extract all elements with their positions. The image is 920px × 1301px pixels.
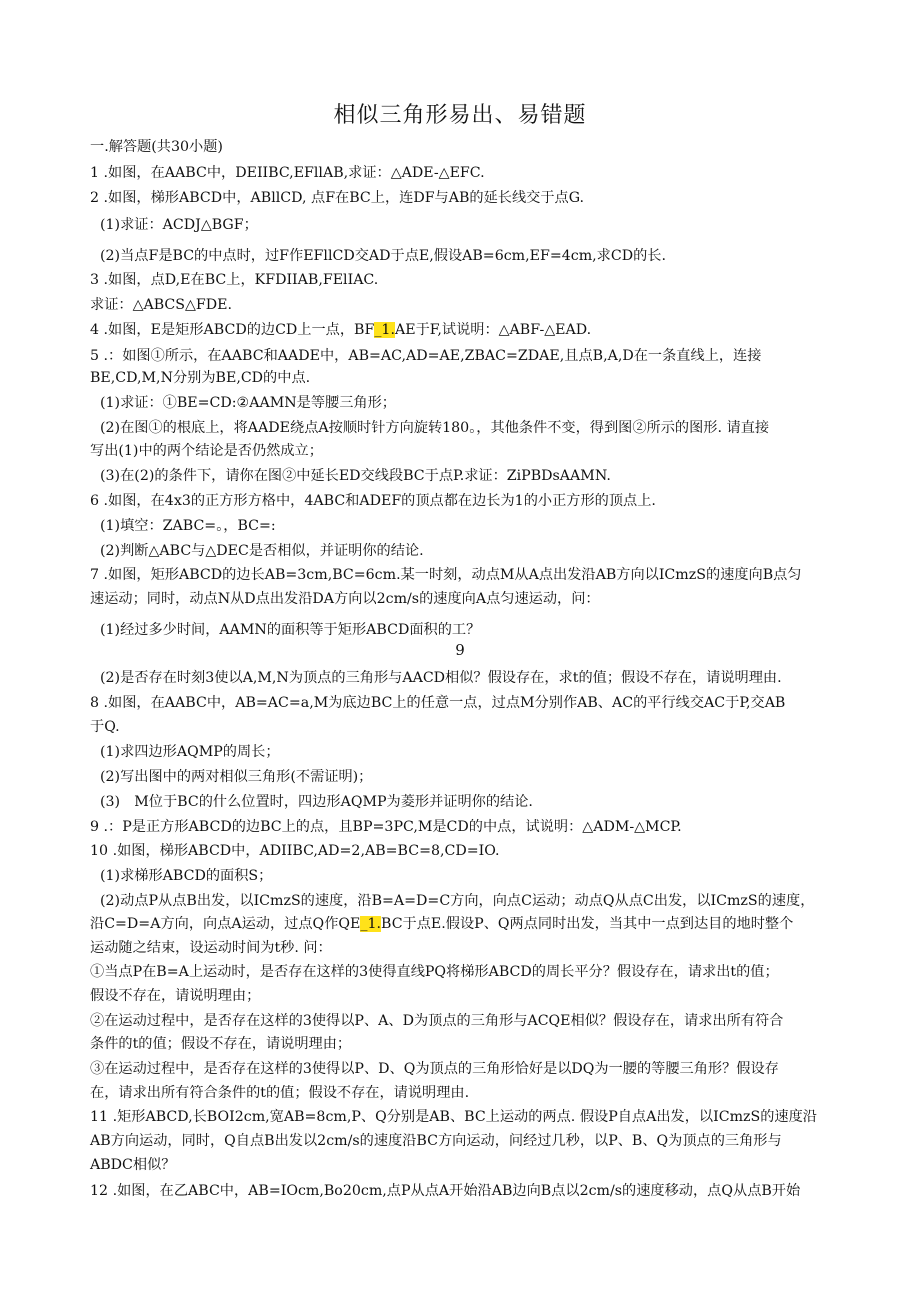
question-8-part-1: (1)求四边形AQMP的周长；: [100, 744, 280, 760]
question-10-part-1: (1)求梯形ABCD的面积S；: [100, 868, 273, 884]
question-5-cont: BE,CD,M,N分别为BE,CD的中点.: [90, 370, 311, 386]
question-10-text-a: 沿C=D=A方向，向点A运动，过点Q作QE: [90, 916, 361, 932]
question-7-cont: 速运动；同时，动点N从D点出发沿DA方向以2cm∕s的速度向A点匀速运动，问：: [90, 591, 600, 607]
question-12: 12 .如图，在乙ABC中，AB=IOcm,Bo20cm,点P从点A开始沿AB边向B点以2cm∕s的速度移动，点Q从点B开始: [90, 1183, 801, 1199]
question-3: 3 .如图，点D,E在BC上，KFDIIAB,FElIAC.: [90, 272, 379, 288]
question-10-part-2-cont2: 运动随之结束，设运动时间为t秒. 问：: [90, 940, 332, 956]
highlight-mark: _1.: [374, 322, 395, 338]
question-5: 5 .：如图①所示，在AABC和AADE中，AB=AC,AD=AE,ZBAC=ZDAE,且点B,A,D在一条直线上，连接: [90, 348, 762, 364]
question-10-sub-3: ③在运动过程中，是否存在这样的3使得以P、D、Q为顶点的三角形恰好是以DQ为一腰的等腰三角形？假设存: [90, 1061, 779, 1077]
document-title: 相似三角形易出、易错题: [333, 103, 587, 128]
question-8-cont: 于Q.: [90, 719, 120, 735]
question-2-part-1: (1)求证：ACDJ△BGF；: [100, 217, 258, 233]
question-5-part-2-cont: 写出(1)中的两个结论是否仍然成立；: [90, 443, 323, 459]
question-4-text-a: 4 .如图，E是矩形ABCD的边CD上一点，BF: [90, 322, 375, 338]
question-8-part-3: (3) M位于BC的什么位置时，四边形AQMP为菱形并证明你的结论.: [100, 794, 533, 810]
question-2-part-2: (2)当点F是BC的中点时，过F作EFllCD交AD于点E,假设AB=6cm,EF=4cm,求CD的长.: [100, 248, 666, 264]
question-10-sub-2-cont: 条件的t的值；假设不存在，请说明理由；: [90, 1036, 352, 1052]
question-10-part-2-cont: [90, 914, 835, 934]
question-11-cont: AB方向运动，同时，Q自点B出发以2cm∕s的速度沿BC方向运动，问经过几秒，以P、B、Q为顶点的三角形与: [90, 1133, 782, 1149]
question-1: 1 .如图，在AABC中，DEIIBC,EFllAB,求证：△ADE-△EFC.: [90, 165, 485, 181]
question-10-sub-2: ②在运动过程中，是否存在这样的3使得以P、A、D为顶点的三角形与ACQE相似？假设存在，请求出所有符合: [90, 1013, 784, 1029]
question-6-part-2: (2)判断△ABC与△DEC是否相似，并证明你的结论.: [100, 543, 424, 559]
question-5-part-2: (2)在图①的根底上，将AADE绕点A按顺时针方向旋转180。，其他条件不变，得到图②所示的图形. 请直接: [100, 420, 770, 436]
page-number: 9: [455, 641, 465, 659]
question-5-part-1: (1)求证：①BE=CD:②AAMN是等腰三角形；: [100, 395, 396, 411]
question-10-text-b: BC于点E.假设P、Q两点同时出发，当其中一点到达目的地时整个: [381, 916, 794, 932]
question-3-proof: 求证：△ABCS△FDE.: [90, 297, 232, 313]
question-4: [90, 320, 835, 340]
question-11: 11 .矩形ABCD,长BOI2cm,宽AB=8cm,P、Q分别是AB、BC上运动的两点. 假设P自点A出发，以ICmzS的速度沿: [90, 1109, 817, 1125]
section-heading: 一.解答题(共30小题): [90, 139, 223, 155]
question-5-part-3: (3)在(2)的条件下，请你在图②中延长ED交线段BC于点P.求证：ZiPBDsAAMN.: [100, 468, 611, 484]
question-10-sub-1-cont: 假设不存在，请说明理由；: [90, 988, 261, 1004]
question-10: 10 .如图，梯形ABCD中，ADIIBC,AD=2,AB=BC=8,CD=IO.: [90, 843, 500, 859]
question-11-cont2: ABDC相似？: [90, 1157, 176, 1173]
highlight-mark-2: _1.: [360, 916, 382, 932]
question-6-part-1: (1)填空：ZABC=。，BC=:: [100, 518, 276, 534]
question-2: 2 .如图，梯形ABCD中，ABllCD, 点F在BC上，连DF与AB的延长线交于点G.: [90, 190, 585, 206]
question-7-part-1: (1)经过多少时间，AAMN的面积等于矩形ABCD面积的工？: [100, 622, 481, 638]
question-7: 7 .如图，矩形ABCD的边长AB=3cm,BC=6cm.某一时刻，动点M从A点出发沿AB方向以ICmzS的速度向B点匀: [90, 567, 802, 583]
question-7-part-2: (2)是否存在时刻3使以A,M,N为顶点的三角形与AACD相似？假设存在，求t的值；假设不存在，请说明理由.: [100, 670, 782, 686]
question-6: 6 .如图，在4x3的正方形方格中，4ABC和ADEF的顶点都在边长为1的小正方形的顶点上.: [90, 493, 656, 509]
question-4-text-b: AE于F,试说明：△ABF-△EAD.: [394, 322, 592, 338]
question-9: 9 .：P是正方形ABCD的边BC上的点，且BP=3PC,M是CD的中点，试说明：△ADM-△MCP.: [90, 819, 682, 835]
question-10-sub-1: ①当点P在B=A上运动时，是否存在这样的3使得直线PQ将梯形ABCD的周长平分？假设存在，请求出t的值；: [90, 964, 779, 980]
question-8: 8 .如图，在AABC中，AB=AC=a,M为底边BC上的任意一点，过点M分别作AB、AC的平行线交AC于P,交AB: [90, 695, 786, 711]
question-10-part-2: (2)动点P从点B出发，以ICmzS的速度，沿B=A=D=C方向，向点C运动；动点Q从点C出发，以ICmzS的速度，: [100, 893, 815, 909]
question-8-part-2: (2)写出图中的两对相似三角形(不需证明)；: [100, 769, 373, 785]
question-10-sub-3-cont: 在，请求出所有符合条件的t的值；假设不存在，请说明理由.: [90, 1085, 470, 1101]
